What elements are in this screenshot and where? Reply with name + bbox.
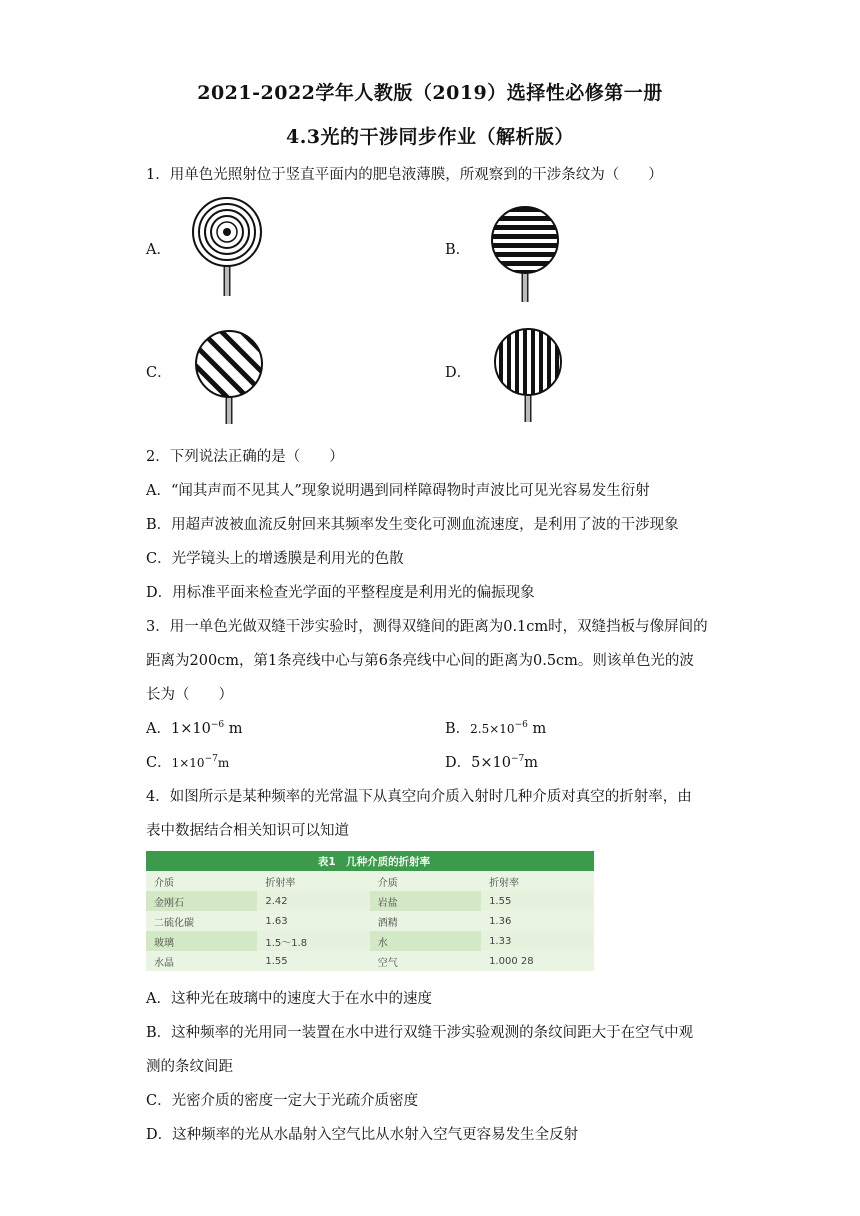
q3-stem-line1: 3．用一单色光做双缝干涉实验时，测得双缝间的距离为0.1cm时，双缝挡板与像屏间的 — [146, 619, 708, 635]
table-cell: 1.000 28 — [489, 955, 534, 967]
table-row — [146, 891, 594, 911]
table-cell: 1.5～1.8 — [257, 931, 369, 951]
q3-stem-line3: 长为（ ） — [146, 687, 233, 703]
q3-option-a-mantissa: 1×10 — [170, 721, 211, 737]
q2-option-c: C．光学镜头上的增透膜是利用光的色散 — [146, 551, 404, 567]
q3-option-a-label: A． — [146, 721, 171, 737]
table-cell: 金刚石 — [154, 897, 184, 909]
table-row — [146, 951, 594, 971]
q3-option-a — [146, 717, 242, 738]
q2-stem: 2．下列说法正确的是（ ） — [146, 449, 344, 465]
q3-stem-line2: 距离为200cm，第1条亮线中心与第6条亮线中心间的距离为0.5cm。则该单色光的波 — [146, 653, 694, 669]
table-row — [146, 911, 594, 931]
table-cell: 岩盐 — [377, 897, 398, 909]
q3-option-c-label: C． — [146, 755, 172, 771]
q3-option-b — [445, 717, 546, 738]
q3-option-c-mantissa: 1×10 — [171, 756, 205, 770]
q3-option-d-label: D． — [445, 755, 472, 771]
q3-option-b-exponent: −6 — [514, 720, 528, 730]
table-cell: 1.36 — [489, 915, 512, 927]
table-cell: 2.42 — [257, 891, 369, 911]
table-cell: 1.55 — [265, 955, 288, 967]
table-header-cell: 介质 — [377, 877, 398, 889]
table-header-cell: 折射率 — [265, 877, 296, 889]
q4-stem-line2: 表中数据结合相关知识可以知道 — [146, 823, 349, 839]
q3-option-a-unit: m — [228, 721, 243, 737]
q3-option-b-mantissa: 2.5×10 — [470, 722, 515, 736]
table-cell: 酒精 — [377, 917, 398, 929]
table-row — [146, 931, 594, 951]
q1-figure-d-vertical-fringes — [492, 326, 564, 424]
table-cell: 1.55 — [481, 891, 594, 911]
q4-option-b-line2: 测的条纹间距 — [146, 1059, 233, 1075]
table-cell: 玻璃 — [154, 937, 174, 949]
q3-option-b-label: B． — [445, 721, 471, 737]
q2-option-a: A．“闻其声而不见其人”现象说明遇到同样障碍物时声波比可见光容易发生衍射 — [146, 483, 650, 499]
q1-option-a-label: A． — [146, 242, 171, 258]
q1-option-b-label: B． — [445, 242, 471, 258]
table-cell: 水晶 — [154, 957, 174, 969]
q1-option-d-label: D． — [445, 365, 472, 381]
q1-option-c-label: C． — [146, 365, 172, 381]
q1-figure-a-concentric-rings — [186, 196, 268, 298]
table-header-row — [146, 871, 594, 891]
table-caption: 表1 几种介质的折射率 — [146, 851, 594, 871]
q3-option-a-exponent: −6 — [210, 720, 225, 730]
table-cell: 水 — [377, 937, 388, 949]
q1-figure-b-horizontal-fringes — [488, 204, 562, 304]
table-cell: 1.63 — [265, 915, 288, 927]
q4-option-d: D．这种频率的光从水晶射入空气比从水射入空气更容易发生全反射 — [146, 1127, 579, 1143]
q1-stem: 1．用单色光照射位于竖直平面内的肥皂液薄膜，所观察到的干涉条纹为（ ） — [146, 167, 663, 183]
table-cell: 二硫化碳 — [154, 917, 194, 929]
q3-option-c-unit: m — [217, 756, 230, 770]
refractive-index-table — [146, 851, 594, 971]
q3-option-b-unit: m — [532, 721, 547, 737]
table-cell: 空气 — [377, 957, 398, 969]
table-header-cell: 折射率 — [489, 877, 520, 889]
document-title: 2021-2022学年人教版（2019）选择性必修第一册 — [197, 82, 663, 104]
q3-option-c — [146, 751, 229, 772]
q2-option-d: D．用标准平面来检查光学面的平整程度是利用光的偏振现象 — [146, 585, 535, 601]
q3-option-d — [445, 751, 538, 772]
q4-option-b-line1: B．这种频率的光用同一装置在水中进行双缝干涉实验观测的条纹间距大于在空气中观 — [146, 1025, 694, 1041]
q4-option-c: C．光密介质的密度一定大于光疏介质密度 — [146, 1093, 419, 1109]
table-header-cell: 介质 — [154, 877, 174, 889]
q2-option-b: B．用超声波被血流反射回来其频率发生变化可测血流速度，是利用了波的干涉现象 — [146, 517, 679, 533]
q4-stem-line1: 4．如图所示是某种频率的光常温下从真空向介质入射时几种介质对真空的折射率，由 — [146, 789, 692, 805]
q3-option-d-mantissa: 5×10 — [471, 755, 511, 771]
document-subtitle: 4.3光的干涉同步作业（解析版） — [285, 126, 575, 148]
q1-figure-c-diagonal-fringes — [192, 328, 266, 426]
q3-option-d-exponent: −7 — [510, 754, 525, 764]
q3-option-c-exponent: −7 — [204, 754, 218, 764]
q3-option-d-unit: m — [524, 755, 538, 771]
q4-option-a: A．这种光在玻璃中的速度大于在水中的速度 — [146, 991, 432, 1007]
table-cell: 1.33 — [481, 931, 594, 951]
